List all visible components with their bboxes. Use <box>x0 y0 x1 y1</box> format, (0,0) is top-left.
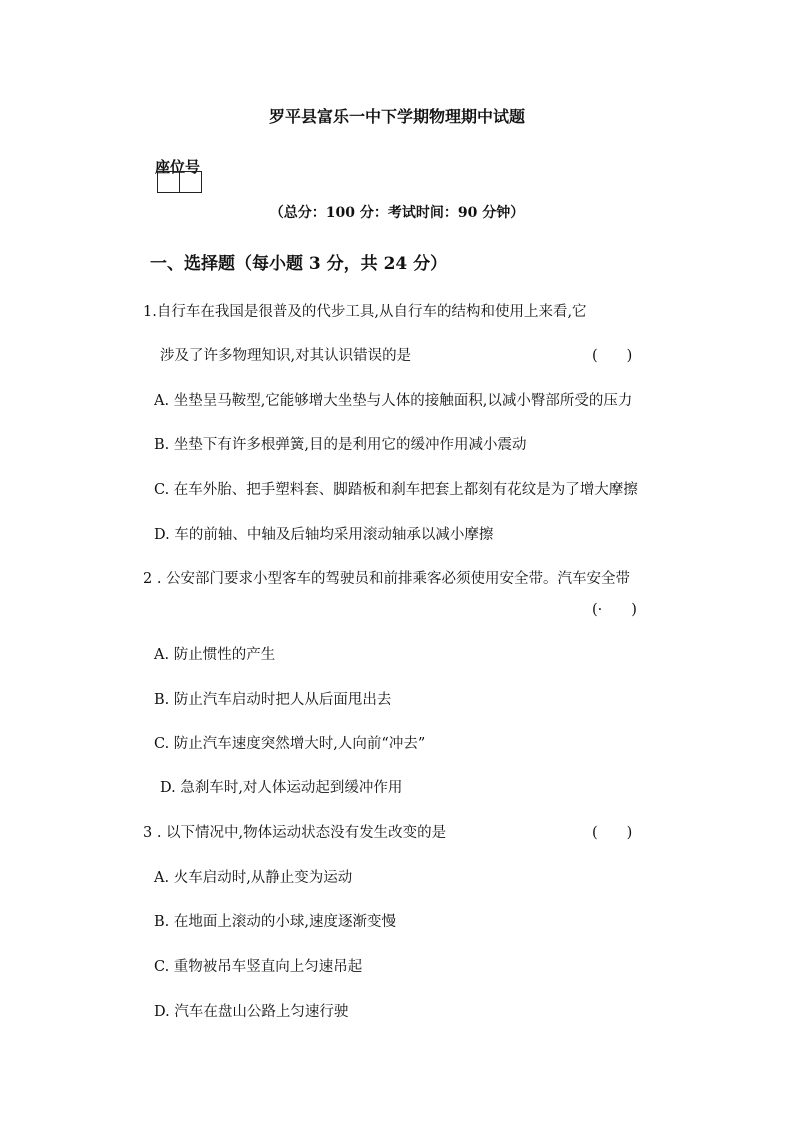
question-1-stem-line-1: 1.自行车在我国是很普及的代步工具,从自行车的结构和使用上来看,它 <box>143 304 587 320</box>
question-3-stem: 3 . 以下情况中,物体运动状态没有发生改变的是 <box>143 825 447 841</box>
question-1-option-d: D. 车的前轴、中轴及后轴均采用滚动轴承以减小摩擦 <box>154 527 494 543</box>
seat-box-2 <box>179 171 202 193</box>
score-time-line: （总分：100 分：考试时间：90 分钟） <box>269 205 525 221</box>
question-1-answer-paren: ( ) <box>592 348 633 364</box>
question-3-answer-paren: ( ) <box>592 825 633 841</box>
seat-number-label: 座位号 <box>155 158 201 176</box>
question-2-option-d: D. 急刹车时,对人体运动起到缓冲作用 <box>160 780 403 796</box>
seat-box-1 <box>157 171 180 193</box>
question-3-option-b: B. 在地面上滚动的小球,速度逐渐变慢 <box>154 914 396 930</box>
page-title: 罗平县富乐一中下学期物理期中试题 <box>268 107 525 126</box>
question-1-option-a: A. 坐垫呈马鞍型,它能够增大坐垫与人体的接触面积,以减小臀部所受的压力 <box>154 393 633 409</box>
question-1-stem-line-2: 涉及了许多物理知识,对其认识错误的是 <box>160 348 412 364</box>
question-2-option-c: C. 防止汽车速度突然增大时,人向前“冲去” <box>154 736 426 752</box>
question-2-stem: 2 . 公安部门要求小型客车的驾驶员和前排乘客必须使用安全带。汽车安全带 <box>143 571 631 587</box>
question-1-option-b: B. 坐垫下有许多根弹簧,目的是利用它的缓冲作用减小震动 <box>154 437 527 453</box>
question-1-option-c: C. 在车外胎、把手塑料套、脚踏板和刹车把套上都刻有花纹是为了增大摩擦 <box>154 482 638 498</box>
question-2-answer-paren: (· ) <box>592 602 637 618</box>
question-2-option-a: A. 防止惯性的产生 <box>154 647 276 663</box>
section-heading: 一、选择题（每小题 3 分，共 24 分） <box>150 254 448 274</box>
question-3-option-c: C. 重物被吊车竖直向上匀速吊起 <box>154 959 363 975</box>
question-3-option-a: A. 火车启动时,从静止变为运动 <box>154 870 353 886</box>
seat-number-boxes <box>157 171 201 193</box>
question-3-option-d: D. 汽车在盘山公路上匀速行驶 <box>154 1004 349 1020</box>
question-2-option-b: B. 防止汽车启动时把人从后面甩出去 <box>154 692 392 708</box>
